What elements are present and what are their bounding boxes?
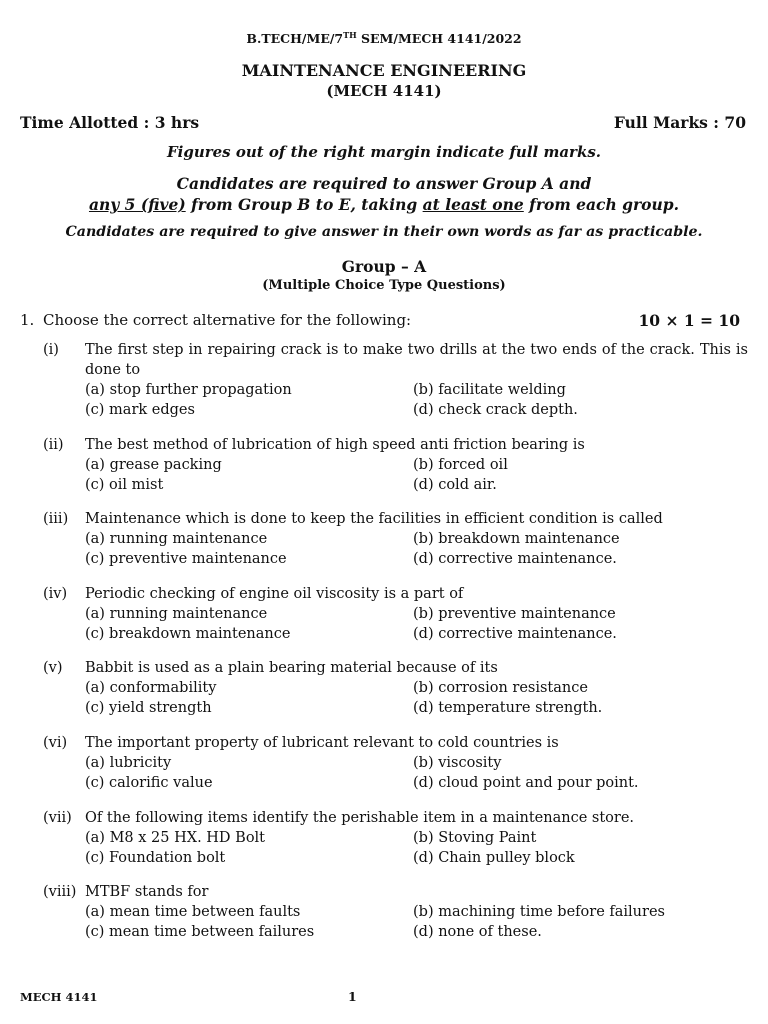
option-c: (c) Foundation bolt bbox=[85, 850, 226, 866]
option-a: (a) conformability bbox=[85, 680, 217, 696]
instruction-groups bbox=[0, 173, 768, 215]
option-a: (a) grease packing bbox=[85, 457, 222, 473]
option-a: (a) running maintenance bbox=[85, 606, 268, 622]
option-d: (d) Chain pulley block bbox=[413, 850, 575, 866]
instruction-figures: Figures out of the right margin indicate full marks. bbox=[166, 143, 602, 161]
paper-title: MAINTENANCE ENGINEERING bbox=[241, 61, 527, 80]
item-number: (vii) bbox=[43, 810, 72, 826]
footer-code: MECH 4141 bbox=[20, 990, 98, 1004]
group-subtitle: (Multiple Choice Type Questions) bbox=[262, 278, 506, 293]
option-d: (d) cloud point and pour point. bbox=[413, 775, 639, 791]
option-c: (c) calorific value bbox=[85, 775, 213, 791]
item-options bbox=[85, 604, 748, 644]
option-b: (b) viscosity bbox=[413, 755, 502, 771]
item-number: (i) bbox=[43, 342, 59, 358]
page-number: 1 bbox=[348, 989, 357, 1004]
item-options bbox=[85, 678, 748, 718]
item-number: (ii) bbox=[43, 437, 64, 453]
instruction-groups-line1: Candidates are required to answer Group A and bbox=[176, 174, 592, 193]
instruction-end: from each group. bbox=[523, 195, 680, 214]
paper-code: B.TECH/ME/7TH SEM/MECH 4141/2022 bbox=[246, 30, 522, 47]
option-c: (c) breakdown maintenance bbox=[85, 626, 291, 642]
option-d: (d) temperature strength. bbox=[413, 700, 603, 716]
option-c: (c) yield strength bbox=[85, 700, 212, 716]
item-number: (vi) bbox=[43, 735, 68, 751]
option-b: (b) Stoving Paint bbox=[413, 830, 537, 846]
time-allotted: Time Allotted : 3 hrs bbox=[20, 113, 200, 132]
paper-subtitle: (MECH 4141) bbox=[326, 82, 442, 100]
full-marks: Full Marks : 70 bbox=[613, 113, 746, 132]
item-stem: Babbit is used as a plain bearing material because of its bbox=[85, 660, 498, 676]
option-b: (b) breakdown maintenance bbox=[413, 531, 620, 547]
option-d: (d) cold air. bbox=[413, 477, 497, 493]
item-options bbox=[85, 529, 748, 569]
option-a: (a) mean time between faults bbox=[85, 904, 301, 920]
instruction-at-least-one: at least one bbox=[422, 195, 524, 214]
item-stem: MTBF stands for bbox=[85, 884, 209, 900]
option-b: (b) facilitate welding bbox=[413, 382, 566, 398]
option-c: (c) oil mist bbox=[85, 477, 164, 493]
item-options bbox=[85, 902, 748, 942]
option-a: (a) lubricity bbox=[85, 755, 172, 771]
item-stem: Periodic checking of engine oil viscosity is a part of bbox=[85, 586, 464, 602]
item-options bbox=[85, 380, 748, 420]
item-stem: The important property of lubricant relevant to cold countries is bbox=[85, 735, 559, 751]
instruction-mid: from Group B to E, taking bbox=[185, 195, 423, 214]
item-options bbox=[85, 455, 748, 495]
option-a: (a) running maintenance bbox=[85, 531, 268, 547]
instruction-own-words: Candidates are required to give answer in their own words as far as practicable. bbox=[65, 224, 703, 240]
item-number: (iii) bbox=[43, 511, 69, 527]
item-number: (v) bbox=[43, 660, 63, 676]
item-options bbox=[85, 828, 748, 868]
item-number: (iv) bbox=[43, 586, 68, 602]
option-b: (b) preventive maintenance bbox=[413, 606, 616, 622]
option-c: (c) preventive maintenance bbox=[85, 551, 287, 567]
item-options bbox=[85, 753, 748, 793]
option-c: (c) mean time between failures bbox=[85, 924, 315, 940]
option-c: (c) mark edges bbox=[85, 402, 195, 418]
item-stem: Maintenance which is done to keep the facilities in efficient condition is called bbox=[85, 511, 663, 527]
option-d: (d) check crack depth. bbox=[413, 402, 578, 418]
option-b: (b) corrosion resistance bbox=[413, 680, 588, 696]
instruction-any-five: any 5 (five) bbox=[88, 195, 186, 214]
item-stem: Of the following items identify the perishable item in a maintenance store. bbox=[85, 810, 635, 826]
instruction-groups-line2 bbox=[0, 194, 768, 215]
option-a: (a) stop further propagation bbox=[85, 382, 292, 398]
group-title: Group – A bbox=[341, 257, 427, 276]
option-a: (a) M8 x 25 HX. HD Bolt bbox=[85, 830, 266, 846]
option-d: (d) corrective maintenance. bbox=[413, 626, 617, 642]
item-stem: The best method of lubrication of high speed anti friction bearing is bbox=[85, 437, 585, 453]
question-text: Choose the correct alternative for the following: bbox=[43, 311, 412, 329]
question-marks: 10 × 1 = 10 bbox=[638, 311, 740, 330]
option-d: (d) none of these. bbox=[413, 924, 542, 940]
item-stem: The first step in repairing crack is to make two drills at the two ends of the crack. This is done to bbox=[85, 342, 748, 378]
question-number: 1. bbox=[20, 311, 35, 329]
item-number: (viii) bbox=[43, 884, 77, 900]
option-b: (b) forced oil bbox=[413, 457, 508, 473]
option-b: (b) machining time before failures bbox=[413, 904, 665, 920]
option-d: (d) corrective maintenance. bbox=[413, 551, 617, 567]
